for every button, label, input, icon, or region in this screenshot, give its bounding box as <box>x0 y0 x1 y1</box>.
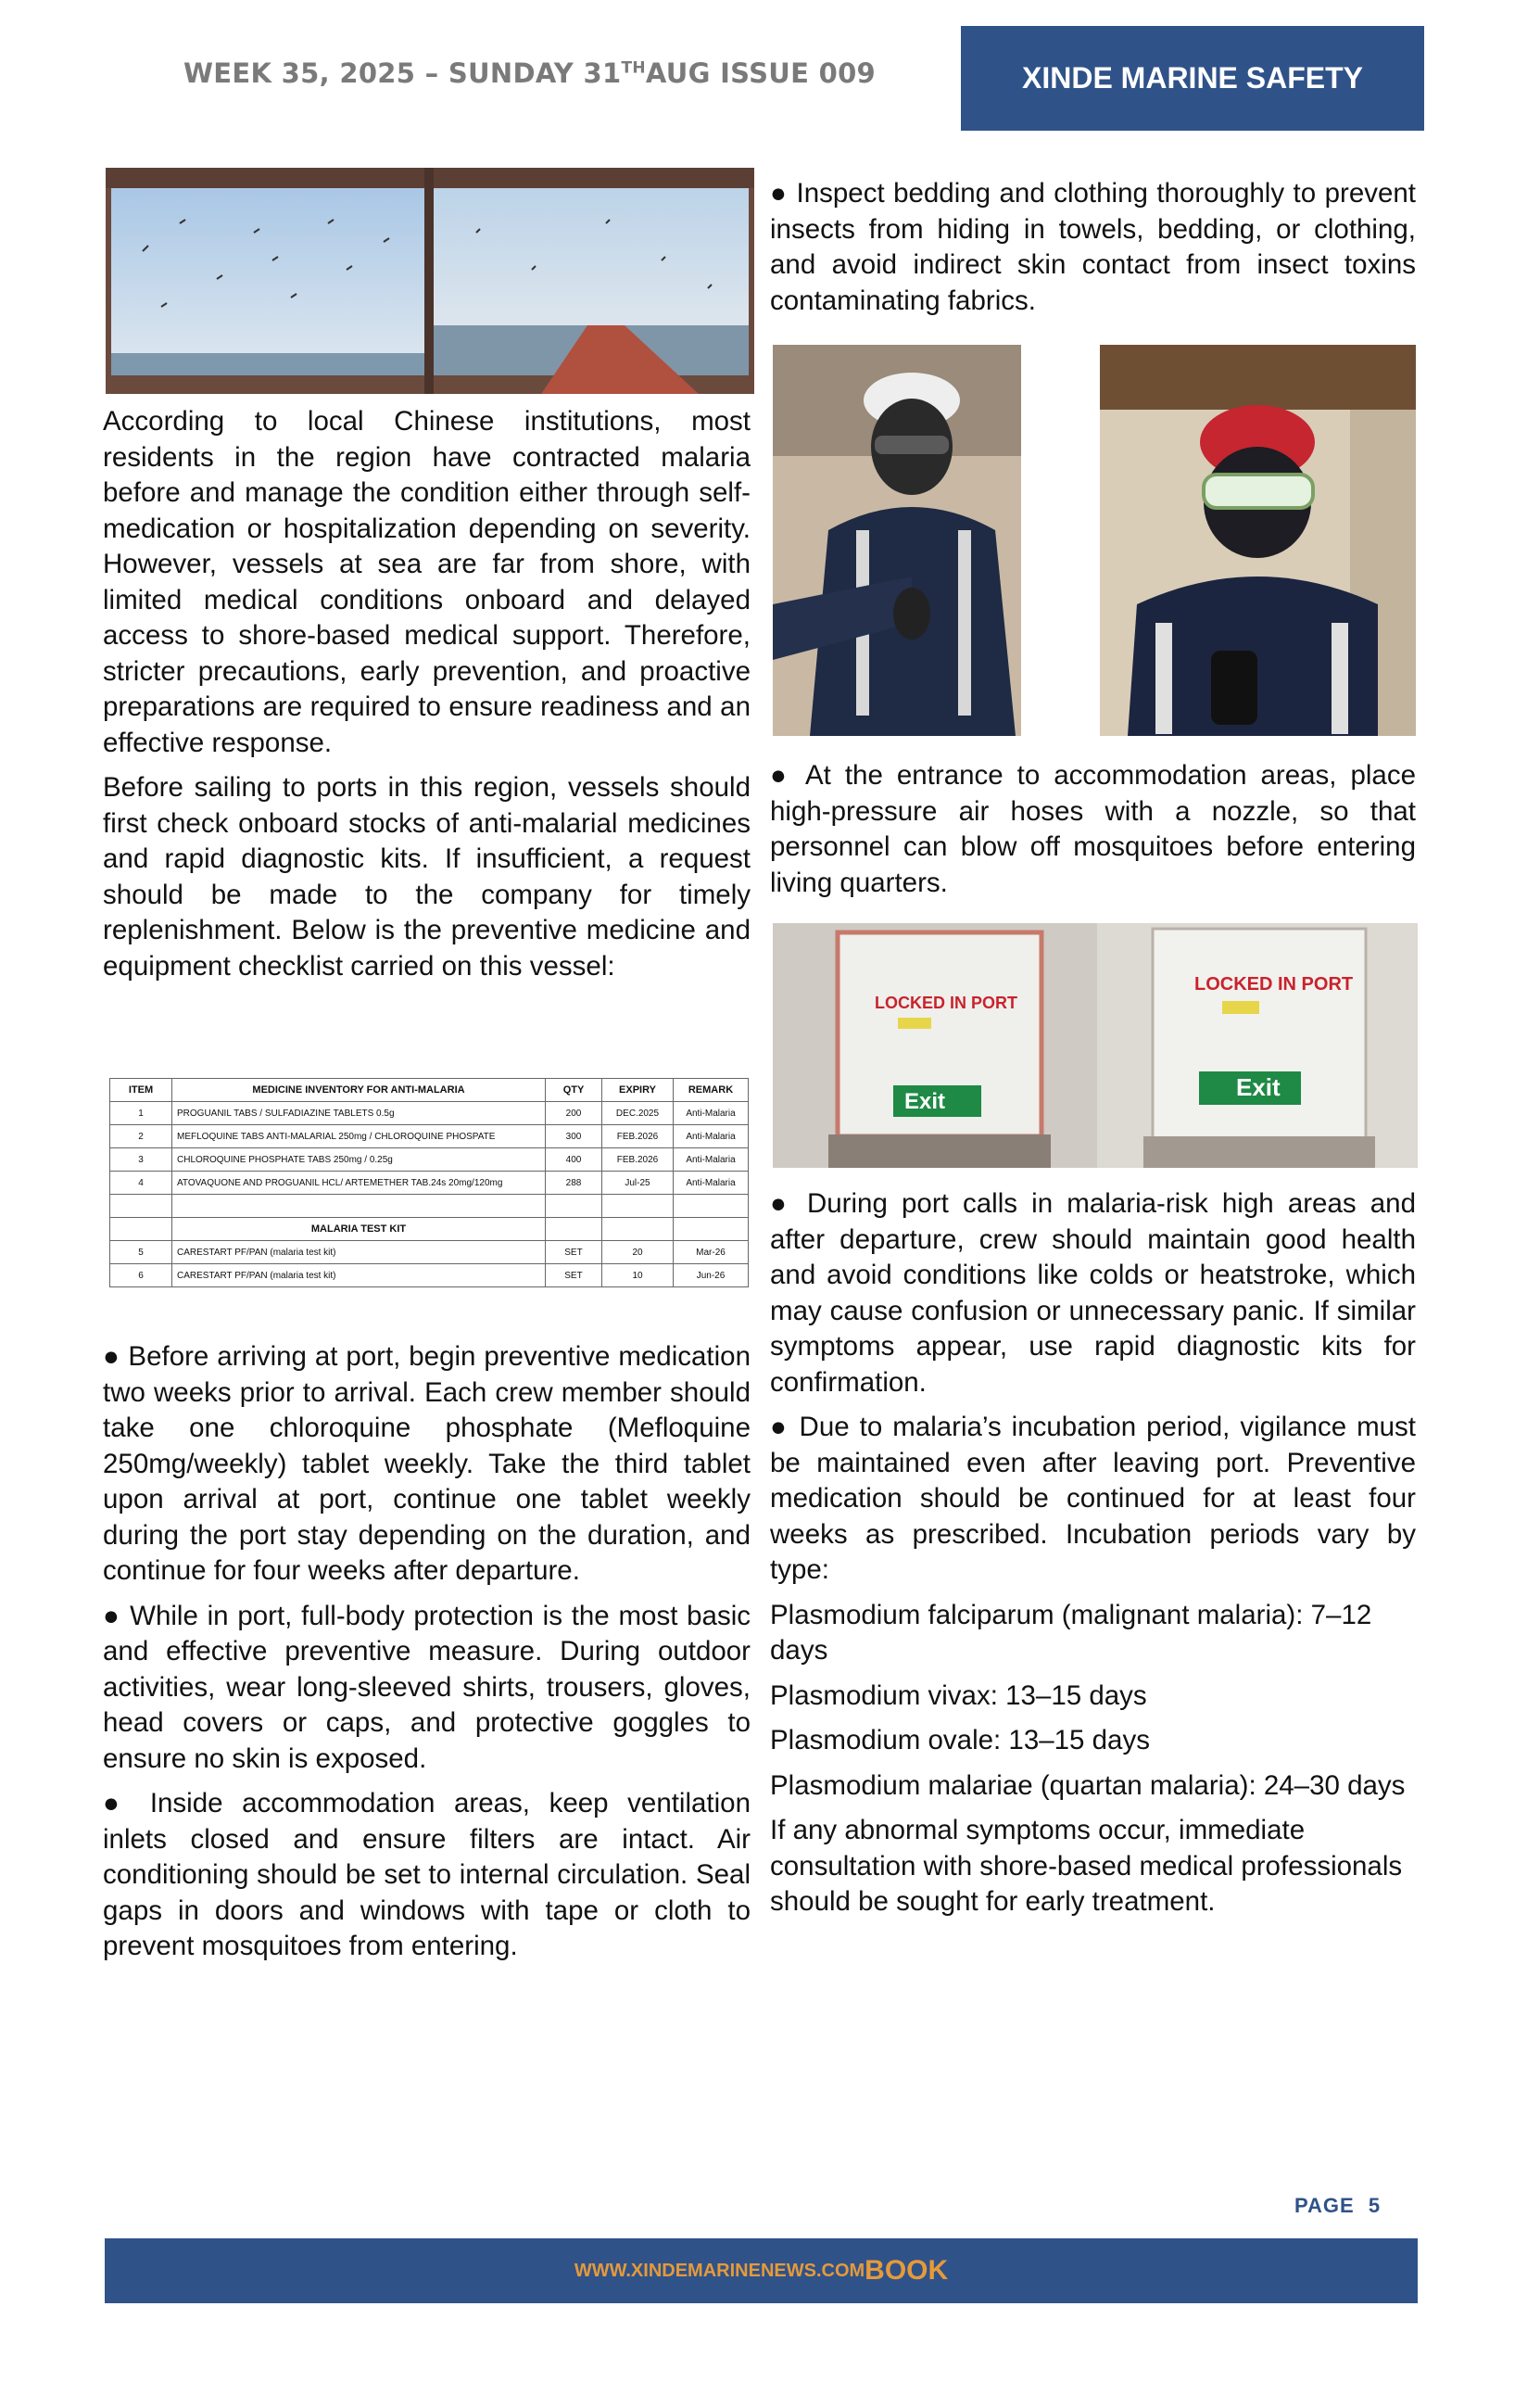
door-sign-left: LOCKED IN PORT <box>875 994 1018 1012</box>
footer-bar <box>105 2238 1418 2303</box>
incubation-paragraph: ● Due to malaria’s incubation period, vigilance must be maintained even after leaving port. Preventive medication should be continued for at least four weeks as prescribed. Incubation periods vary by type: <box>770 1412 1416 1585</box>
exit-sign-right: Exit <box>1236 1073 1281 1101</box>
table-row <box>110 1172 749 1195</box>
cell-item: 1 <box>110 1102 172 1125</box>
malariae-line: Plasmodium malariae (quartan malaria): 24–30 days <box>770 1769 1406 1801</box>
intro-paragraph: According to local Chinese institutions, most residents in the region have contracted malaria before and manage the condition either through self-medication or hospitalization depending on severity. However, vessels at sea are far from shore, with limited medical conditions onboard and delayed access to shore-based medical support. Therefore, stricter precautions, early prevention, and proactive preparations are required to ensure readiness and an effective response. <box>103 406 751 758</box>
cell-remark: Mar-26 <box>674 1241 749 1264</box>
crew-member-red-cap-illustration <box>1100 345 1416 736</box>
table-row <box>110 1264 749 1287</box>
cell-remark: Jun-26 <box>674 1264 749 1287</box>
right-column-mid <box>770 758 1416 910</box>
col-header-expiry: EXPIRY <box>602 1079 674 1102</box>
bedding-paragraph: ● Inspect bedding and clothing thoroughly to prevent insects from hiding in towels, bedding, or clothing, and avoid indirect skin contact from insect toxins contaminating fabrics. <box>770 178 1416 316</box>
locked-doors-photo <box>773 923 1418 1168</box>
left-column-bottom <box>103 1339 751 1974</box>
kit-title: MALARIA TEST KIT <box>172 1218 546 1241</box>
cell-item: 3 <box>110 1148 172 1172</box>
cell-qty: 200 <box>546 1102 602 1125</box>
locked-doors-illustration <box>773 923 1418 1168</box>
cell-expiry: DEC.2025 <box>602 1102 674 1125</box>
cell-medicine: CARESTART PF/PAN (malaria test kit) <box>172 1241 546 1264</box>
page-label: PAGE <box>1294 2194 1355 2217</box>
right-column-bottom <box>770 1186 1416 1930</box>
cell-qty: 300 <box>546 1125 602 1148</box>
air-hose-paragraph: ● At the entrance to accommodation areas, place high-pressure air hoses with a nozzle, so that personnel can blow off mosquitoes before entering living quarters. <box>770 760 1416 898</box>
left-column-top <box>103 404 751 994</box>
page-number <box>1294 2194 1381 2218</box>
crew-gear-photo-right <box>1100 345 1416 736</box>
issue-superscript: TH <box>621 58 646 78</box>
port-calls-paragraph: ● During port calls in malaria-risk high areas and after departure, crew should maintain good health and avoid conditions like colds or heatstroke, which may cause confusion or unnecessary panic. If similar symptoms appear, use rapid diagnostic kits for confirmation. <box>770 1188 1416 1398</box>
cell-expiry: 10 <box>602 1264 674 1287</box>
crew-member-illustration <box>773 345 1021 736</box>
ovale-line: Plasmodium ovale: 13–15 days <box>770 1725 1150 1755</box>
exit-sign-left: Exit <box>904 1089 946 1114</box>
cell-item: 5 <box>110 1241 172 1264</box>
cell-expiry: 20 <box>602 1241 674 1264</box>
cell-qty: SET <box>546 1241 602 1264</box>
issue-prefix: WEEK 35, 2025 – SUNDAY 31 <box>183 57 622 89</box>
cell-medicine: MEFLOQUINE TABS ANTI-MALARIAL 250mg / CHLOROQUINE PHOSPATE <box>172 1125 546 1148</box>
cell-medicine: CHLOROQUINE PHOSPHATE TABS 250mg / 0.25g <box>172 1148 546 1172</box>
abnormal-symptoms-paragraph: If any abnormal symptoms occur, immediate consultation with shore-based medical professionals should be sought for early treatment. <box>770 1815 1403 1917</box>
brand-banner <box>961 26 1424 131</box>
ventilation-paragraph: ● Inside accommodation areas, keep ventilation inlets closed and ensure filters are intact. Air conditioning should be set to internal circulation. Seal gaps in doors and windows with tape or cloth to prevent mosquitoes from entering. <box>103 1788 751 1961</box>
cell-qty: 288 <box>546 1172 602 1195</box>
cell-medicine: PROGUANIL TABS / SULFADIAZINE TABLETS 0.5g <box>172 1102 546 1125</box>
issue-line <box>183 57 876 89</box>
cell-medicine: CARESTART PF/PAN (malaria test kit) <box>172 1264 546 1287</box>
table-row <box>110 1102 749 1125</box>
cell-qty: 400 <box>546 1148 602 1172</box>
cell-item: 6 <box>110 1264 172 1287</box>
cell-expiry: FEB.2026 <box>602 1125 674 1148</box>
table-row <box>110 1125 749 1148</box>
page-number-value: 5 <box>1368 2194 1382 2217</box>
table-header-row <box>110 1079 749 1102</box>
cell-remark: Anti-Malaria <box>674 1125 749 1148</box>
cell-medicine: ATOVAQUONE AND PROGUANIL HCL/ ARTEMETHER TAB.24s 20mg/120mg <box>172 1172 546 1195</box>
falciparum-line: Plasmodium falciparum (malignant malaria): 7–12 days <box>770 1599 1372 1666</box>
cell-expiry: FEB.2026 <box>602 1148 674 1172</box>
preventive-medication-paragraph: ● Before arriving at port, begin preventive medication two weeks prior to arrival. Each crew member should take one chloroquine phosphate (Mefloquine 250mg/weekly) tablet weekly. Take the third tablet upon arrival at port, continue one tablet weekly during the port stay depending on the duration, and continue for four weeks after departure. <box>103 1341 751 1586</box>
sea-window-illustration <box>106 168 754 394</box>
cell-item: 4 <box>110 1172 172 1195</box>
full-body-protection-paragraph: ● While in port, full-body protection is the most basic and effective preventive measure. During outdoor activities, wear long-sleeved shirts, trousers, gloves, head covers or caps, and protective goggles to ensure no skin is exposed. <box>103 1600 751 1774</box>
vivax-line: Plasmodium vivax: 13–15 days <box>770 1679 1147 1711</box>
brand-title: XINDE MARINE SAFETY <box>1021 61 1364 95</box>
right-column-top <box>770 176 1416 328</box>
cell-remark: Anti-Malaria <box>674 1148 749 1172</box>
issue-suffix: AUG ISSUE 009 <box>645 57 877 89</box>
cell-remark: Anti-Malaria <box>674 1172 749 1195</box>
sea-window-photo <box>106 168 754 394</box>
cell-expiry: Jul-25 <box>602 1172 674 1195</box>
door-sign-right: LOCKED IN PORT <box>1194 974 1354 995</box>
col-header-medicine: MEDICINE INVENTORY FOR ANTI-MALARIA <box>172 1079 546 1102</box>
kit-title-row <box>110 1218 749 1241</box>
table-spacer-row <box>110 1195 749 1218</box>
col-header-item: ITEM <box>110 1079 172 1102</box>
col-header-remark: REMARK <box>674 1079 749 1102</box>
cell-qty: SET <box>546 1264 602 1287</box>
medicine-inventory-table <box>109 1078 749 1287</box>
table-row <box>110 1148 749 1172</box>
footer-url[interactable]: WWW.XINDEMARINENEWS.COM <box>574 2260 865 2281</box>
footer-book[interactable]: BOOK <box>865 2255 949 2286</box>
col-header-qty: QTY <box>546 1079 602 1102</box>
cell-item: 2 <box>110 1125 172 1148</box>
cell-remark: Anti-Malaria <box>674 1102 749 1125</box>
crew-gear-photo-left <box>773 345 1021 736</box>
stock-check-paragraph: Before sailing to ports in this region, vessels should first check onboard stocks of anti-malarial medicines and rapid diagnostic kits. If insufficient, a request should be made to the company for timely replenishment. Below is the preventive medicine and equipment checklist carried on this vessel: <box>103 772 751 982</box>
table-row <box>110 1241 749 1264</box>
